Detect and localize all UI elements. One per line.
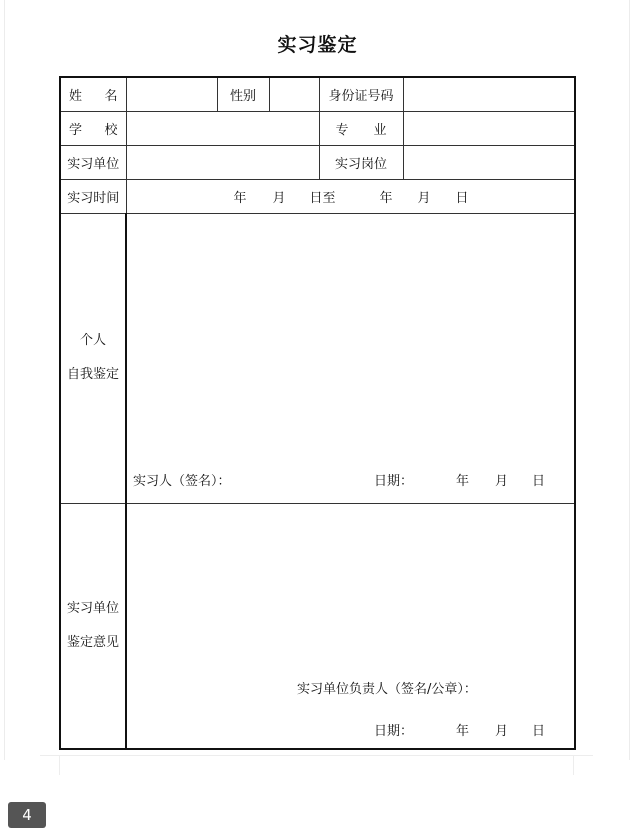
self-date-label: 日期： xyxy=(374,473,414,489)
school-label-2: 校 xyxy=(104,122,118,138)
name-label-1: 姓 xyxy=(69,88,83,104)
unit-date-label: 日期： xyxy=(374,723,414,739)
row-unit-opinion xyxy=(60,503,575,749)
row-self-assessment xyxy=(60,213,575,503)
id-value-cell[interactable] xyxy=(403,77,575,111)
school-value-cell[interactable] xyxy=(126,111,319,145)
row-name xyxy=(60,77,575,111)
unit-signer-label: 实习单位负责人（签名/公章）： xyxy=(297,681,477,697)
unit-date-day: 日 xyxy=(532,723,546,739)
unit-opinion-label-2: 鉴定意见 xyxy=(66,634,119,650)
internship-form xyxy=(59,76,576,750)
unit-date-month: 月 xyxy=(495,723,509,739)
name-label-cell xyxy=(60,77,126,111)
page-number-badge[interactable]: 4 xyxy=(8,802,46,828)
unit-value-cell[interactable] xyxy=(126,145,319,179)
period-month-1: 月 xyxy=(272,190,286,206)
major-label-1: 专 xyxy=(335,122,349,138)
gender-value-cell[interactable] xyxy=(269,77,319,111)
page-edge-left xyxy=(4,0,5,760)
school-label-cell xyxy=(60,111,126,145)
name-label-2: 名 xyxy=(104,88,118,104)
row-period xyxy=(60,179,575,213)
self-date-month: 月 xyxy=(495,473,509,489)
school-label-1: 学 xyxy=(69,122,83,138)
page-title: 实习鉴定 xyxy=(277,34,358,56)
page-footer-tick-right xyxy=(573,755,574,775)
page-footer-divider xyxy=(40,755,593,756)
period-year-2: 年 xyxy=(379,190,393,206)
unit-opinion-label-1: 实习单位 xyxy=(66,600,119,616)
period-month-2: 月 xyxy=(417,190,431,206)
period-year-1: 年 xyxy=(233,190,247,206)
self-date-year: 年 xyxy=(456,473,470,489)
id-label: 身份证号码 xyxy=(319,77,403,111)
row-unit xyxy=(60,145,575,179)
unit-opinion-area[interactable] xyxy=(126,503,575,749)
page-footer-tick-left xyxy=(59,755,60,775)
name-value-cell[interactable] xyxy=(126,77,217,111)
self-assessment-label-cell xyxy=(60,213,126,503)
row-school xyxy=(60,111,575,145)
major-label-2: 业 xyxy=(373,122,387,138)
period-day-to: 日至 xyxy=(309,190,336,206)
self-assessment-area[interactable] xyxy=(126,213,575,503)
unit-label: 实习单位 xyxy=(60,145,126,179)
period-value-cell[interactable] xyxy=(126,179,575,213)
unit-opinion-label-cell xyxy=(60,503,126,749)
page-edge-right xyxy=(629,0,630,760)
unit-date-year: 年 xyxy=(456,723,470,739)
self-signer-label: 实习人（签名）： xyxy=(133,473,231,489)
major-value-cell[interactable] xyxy=(403,111,575,145)
self-label-1: 个人 xyxy=(79,333,106,348)
period-label: 实习时间 xyxy=(60,179,126,213)
period-day-2: 日 xyxy=(455,190,469,206)
post-value-cell[interactable] xyxy=(403,145,575,179)
self-label-2: 自我鉴定 xyxy=(66,367,119,382)
self-date-day: 日 xyxy=(532,473,546,489)
major-label-cell xyxy=(319,111,403,145)
post-label: 实习岗位 xyxy=(319,145,403,179)
gender-label: 性别 xyxy=(217,77,269,111)
